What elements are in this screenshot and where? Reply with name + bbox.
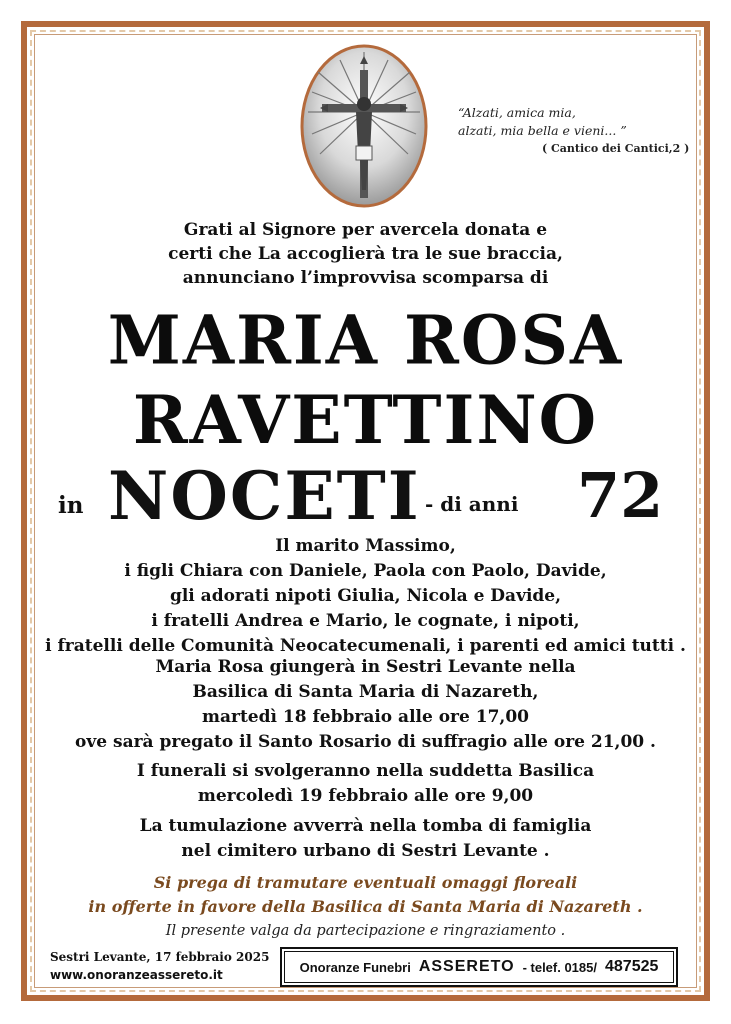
burial-info xyxy=(0,814,731,864)
intro-line: annunciano l’improvvisa scomparsa di xyxy=(182,268,549,288)
appeal-line: Si prega di tramutare eventuali omaggi floreali xyxy=(153,873,578,892)
married-prefix: in xyxy=(58,492,84,519)
family-line: i fratelli Andrea e Mario, le cognate, i nipoti, xyxy=(151,611,580,631)
intro-text xyxy=(0,218,731,290)
flowers-appeal xyxy=(0,871,731,943)
appeal-line: in offerte in favore della Basilica di Santa Maria di Nazareth . xyxy=(88,897,643,916)
intro-line: Grati al Signore per avercela donata e xyxy=(183,220,548,240)
funeral-line: mercoledì 19 febbraio alle ore 9,00 xyxy=(197,786,534,806)
funeral-info xyxy=(0,759,731,809)
quote-source: ( Cantico dei Cantici,2 ) xyxy=(542,142,690,155)
thanks-line: Il presente valga da partecipazione e ringraziamento . xyxy=(165,923,566,939)
crucifix-image xyxy=(298,42,430,210)
arrival-line: Basilica di Santa Maria di Nazareth, xyxy=(192,682,539,702)
arrival-line: Maria Rosa giungerà in Sestri Levante nella xyxy=(155,657,576,677)
website-link[interactable]: www.onoranzeassereto.it xyxy=(50,968,223,982)
agency-inner xyxy=(284,951,674,983)
deceased-surname: RAVETTINO xyxy=(132,381,599,459)
place-date: Sestri Levante, 17 febbraio 2025 xyxy=(50,950,270,964)
family-line: gli adorati nipoti Giulia, Nicola e Davide, xyxy=(169,586,562,606)
family-line: i fratelli delle Comunità Neocatecumenali, i parenti ed amici tutti . xyxy=(45,636,686,656)
arrival-info xyxy=(0,655,731,755)
burial-line: nel cimitero urbano di Sestri Levante . xyxy=(181,841,550,861)
arrival-line: martedì 18 febbraio alle ore 17,00 xyxy=(202,707,529,727)
quote-line: alzati, mia bella e vieni... ” xyxy=(458,123,627,138)
agency-label: Onoranze Funebri xyxy=(299,959,411,975)
married-name-row xyxy=(0,456,731,536)
family-line: i figli Chiara con Daniele, Paola con Paolo, Davide, xyxy=(124,561,607,581)
arrival-line: ove sarà pregato il Santo Rosario di suffragio alle ore 21,00 . xyxy=(75,732,656,752)
funeral-line: I funerali si svolgeranno nella suddetta Basilica xyxy=(136,761,595,781)
married-surname: NOCETI xyxy=(108,457,421,535)
age-value: 72 xyxy=(577,459,664,532)
family-list xyxy=(0,534,731,659)
burial-line: La tumulazione avverrà nella tomba di famiglia xyxy=(139,816,592,836)
telephone-label: - telef. 0185/ xyxy=(522,959,597,975)
age-label: - di anni xyxy=(425,492,519,516)
quote-line: “Alzati, amica mia, xyxy=(458,105,576,120)
deceased-first-name: MARIA ROSA xyxy=(107,300,624,380)
family-line: Il marito Massimo, xyxy=(275,536,456,556)
scripture-quote xyxy=(458,104,689,158)
intro-line: certi che La accoglierà tra le sue braccia, xyxy=(168,244,563,264)
funeral-agency-box xyxy=(280,947,678,987)
telephone-number[interactable]: 487525 xyxy=(605,958,659,975)
agency-name: ASSERETO xyxy=(418,958,515,975)
